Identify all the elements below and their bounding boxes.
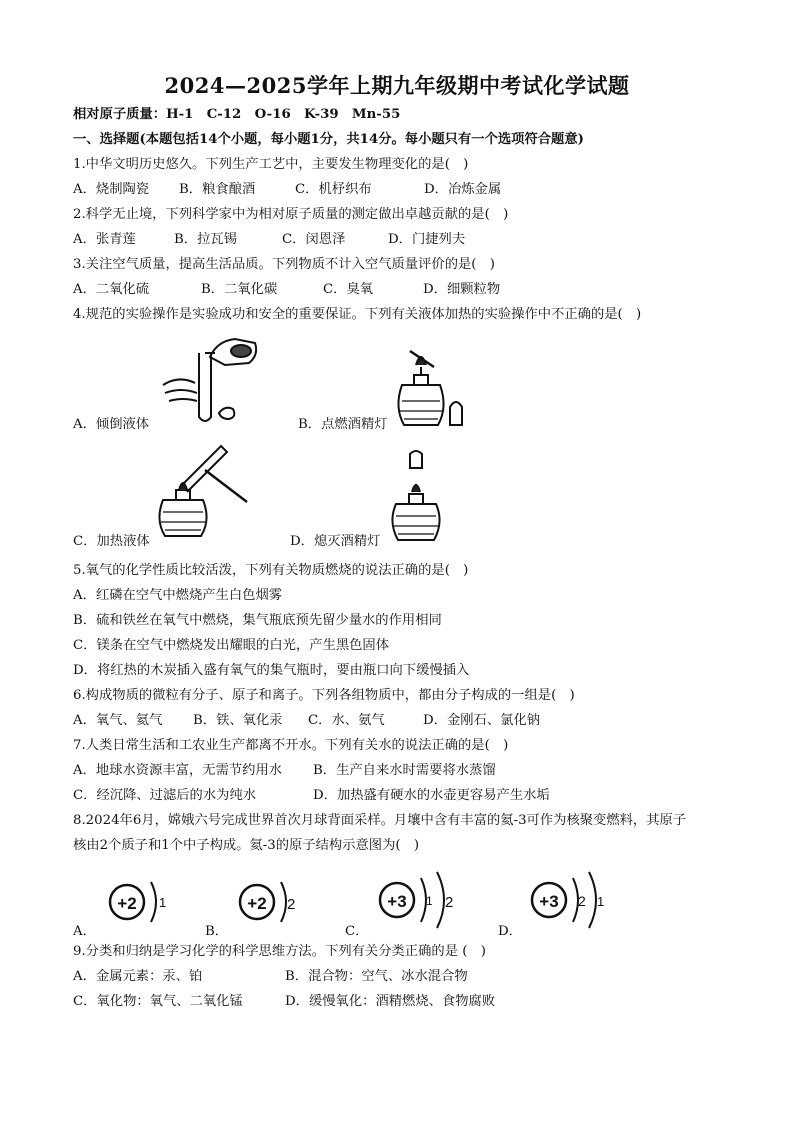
shell-1-electrons: 2 — [578, 893, 586, 909]
option-b: B．二氧化碳 — [201, 282, 278, 297]
atomic-masses: 相对原子质量：H-1 C-12 O-16 K-39 Mn-55 — [73, 107, 401, 122]
shell-1-electrons: 2 — [287, 896, 296, 913]
shell-2-electrons: 1 — [597, 894, 605, 909]
question-5-option-d: D．将红热的木炭插入盛有氧气的集气瓶时，要由瓶口向下缓慢插入 — [73, 663, 470, 678]
option-d: D．冶炼金属 — [424, 182, 502, 197]
option-d: D．加热盛有硬水的水壶更容易产生水垢 — [313, 788, 550, 803]
option-c: C．机杼织布 — [295, 182, 372, 197]
atom-diagram-d — [527, 868, 617, 934]
option-c: C．臭氧 — [323, 282, 374, 297]
question-5-stem: 5.氧气的化学性质比较活泼，下列有关物质燃烧的说法正确的是( ) — [73, 563, 469, 578]
option-d: D．缓慢氧化：酒精燃烧、食物腐败 — [285, 994, 496, 1009]
option-c: C．水、氨气 — [308, 713, 385, 728]
option-c: C．氧化物：氧气、二氧化锰 — [73, 994, 243, 1009]
figure-b-label: B．点燃酒精灯 — [298, 417, 388, 432]
shell-2-electrons: 2 — [445, 894, 454, 911]
exam-title: 2024—2025学年上期九年级期中考试化学试题 — [164, 73, 630, 98]
q8-option-a: A． — [73, 924, 96, 939]
option-d: D．门捷列夫 — [388, 232, 466, 247]
option-d: D．细颗粒物 — [423, 282, 501, 297]
atom-diagram-b — [235, 872, 305, 932]
nucleus-label: +3 — [387, 892, 407, 911]
q8-option-b: B． — [205, 924, 229, 939]
nucleus-label: +2 — [247, 894, 267, 913]
extinguish-lamp-figure — [388, 450, 448, 545]
section-heading: 一、选择题(本题包括14个小题，每小题1分，共14分。每小题只有一个选项符合题意) — [73, 132, 584, 147]
shell-1-electrons: 1 — [159, 895, 167, 910]
question-8-stem-cont: 核由2个质子和1个中子构成。氦-3的原子结构示意图为( ) — [73, 838, 420, 853]
question-4-stem: 4.规范的实验操作是实验成功和安全的重要保证。下列有关液体加热的实验操作中不正确的是( ) — [73, 307, 642, 322]
q8-option-c: C． — [345, 924, 369, 939]
option-c: C．经沉降、过滤后的水为纯水 — [73, 788, 257, 803]
option-a: A．金属元素：汞、铂 — [73, 969, 203, 984]
option-b: B．粮食酿酒 — [179, 182, 256, 197]
option-b: B．铁、氧化汞 — [193, 713, 283, 728]
option-a: A．烧制陶瓷 — [73, 182, 150, 197]
shell-1-electrons: 1 — [426, 894, 433, 908]
nucleus-label: +2 — [117, 894, 137, 913]
q8-option-d: D． — [498, 924, 522, 939]
nucleus-label: +3 — [539, 892, 559, 911]
question-5-option-c: C．镁条在空气中燃烧发出耀眼的白光，产生黑色固体 — [73, 638, 390, 653]
option-c: C．闵恩泽 — [282, 232, 346, 247]
heat-liquid-figure — [155, 440, 265, 540]
option-d: D．金刚石、氯化钠 — [423, 713, 541, 728]
question-3-stem: 3.关注空气质量，提高生活品质。下列物质不计入空气质量评价的是( ) — [73, 257, 495, 272]
figure-a-label: A．倾倒液体 — [73, 417, 150, 432]
option-a: A．地球水资源丰富，无需节约用水 — [73, 763, 283, 778]
atom-diagram-c — [375, 868, 465, 934]
option-b: B．拉瓦锡 — [174, 232, 237, 247]
figure-c-label: C．加热液体 — [73, 534, 150, 549]
question-5-option-a: A．红磷在空气中燃烧产生白色烟雾 — [73, 588, 283, 603]
question-5-option-b: B．硫和铁丝在氧气中燃烧，集气瓶底预先留少量水的作用相同 — [73, 613, 442, 628]
option-b: B．生产自来水时需要将水蒸馏 — [313, 763, 496, 778]
atom-diagram-a — [105, 872, 165, 932]
question-1-stem: 1.中华文明历史悠久。下列生产工艺中，主要发生物理变化的是( ) — [73, 157, 469, 172]
figure-d-label: D．熄灭酒精灯 — [290, 534, 381, 549]
option-a: A．二氧化硫 — [73, 282, 150, 297]
question-8-stem: 8.2024年6月，嫦娥六号完成世界首次月球背面采样。月壤中含有丰富的氦-3可作为核聚变燃料，其原子 — [73, 813, 687, 828]
question-6-stem: 6.构成物质的微粒有分子、原子和离子。下列各组物质中，都由分子构成的一组是( ) — [73, 688, 575, 703]
question-9-stem: 9.分类和归纳是学习化学的科学思维方法。下列有关分类正确的是 ( ) — [73, 944, 486, 959]
option-b: B．混合物：空气、冰水混合物 — [285, 969, 468, 984]
option-a: A．张青莲 — [73, 232, 136, 247]
pour-liquid-figure — [155, 335, 265, 430]
question-7-stem: 7.人类日常生活和工农业生产都离不开水。下列有关水的说法正确的是( ) — [73, 738, 509, 753]
light-lamp-figure — [390, 345, 470, 435]
question-2-stem: 2.科学无止境，下列科学家中为相对原子质量的测定做出卓越贡献的是( ) — [73, 207, 509, 222]
option-a: A．氧气、氦气 — [73, 713, 163, 728]
